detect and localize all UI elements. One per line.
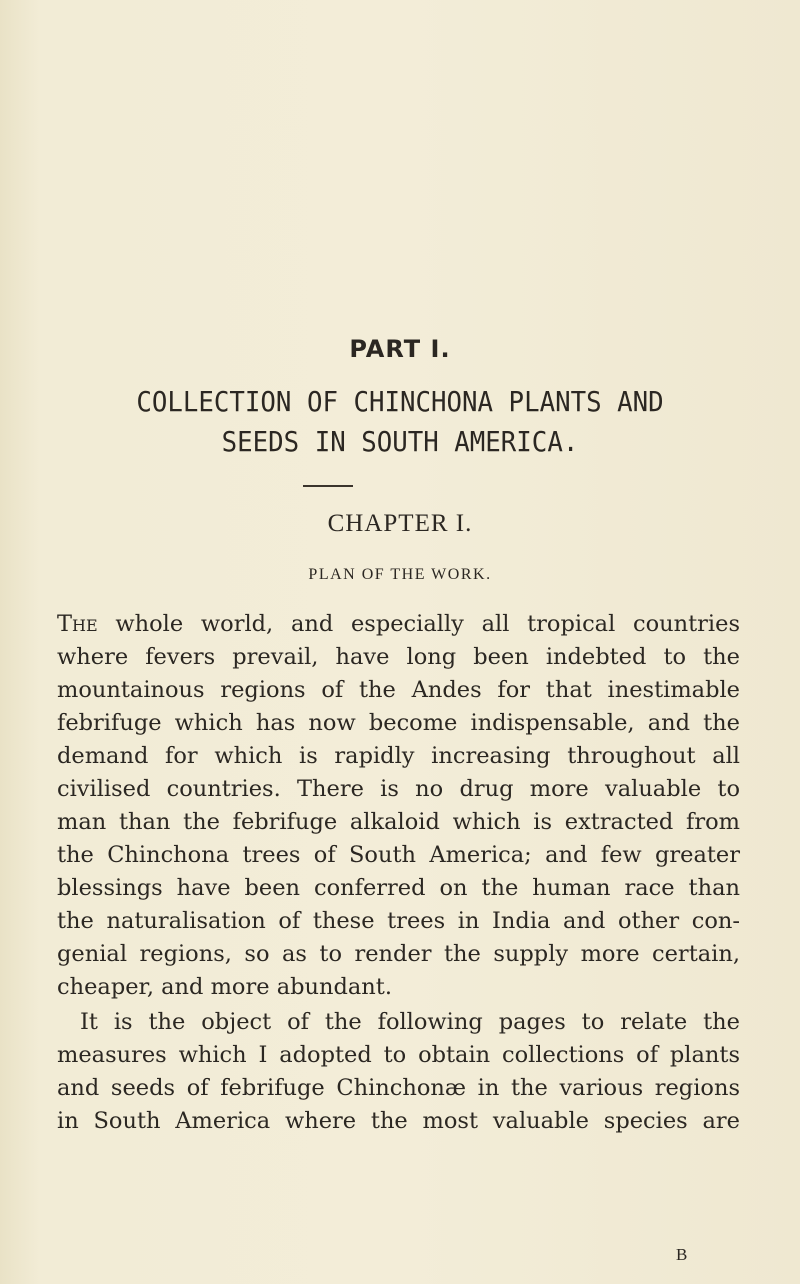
paragraph-1-line-1-text: whole world, and especially all tropical countries xyxy=(97,611,740,637)
divider-rule xyxy=(303,485,353,487)
chapter-heading: CHAPTER I. xyxy=(327,510,473,537)
paragraph-1-line-1 xyxy=(57,613,740,636)
paragraph-1-line-6: civilised countries. There is no drug more valuable to xyxy=(57,776,740,802)
part-heading: PART I. xyxy=(349,335,451,363)
paragraph-1-line-8: the Chinchona trees of South America; and few greater xyxy=(57,842,740,868)
paragraph-2-line-4: in South America where the most valuable species are xyxy=(57,1108,740,1134)
paragraph-1-line-9: blessings have been conferred on the human race than xyxy=(57,875,740,901)
paragraph-1-line-10: the naturalisation of these trees in India and other con- xyxy=(57,908,740,934)
paragraph-1-line-2: where fevers prevail, have long been indebted to the xyxy=(57,644,740,670)
title-line-2: SEEDS IN SOUTH AMERICA. xyxy=(221,425,579,458)
section-heading: PLAN OF THE WORK. xyxy=(308,566,492,583)
title-line-1: COLLECTION OF CHINCHONA PLANTS AND xyxy=(136,385,664,418)
paragraph-1-line-3: mountainous regions of the Andes for that inestimable xyxy=(57,677,740,703)
paragraph-1-lead-word: The xyxy=(57,611,98,637)
signature-mark: B xyxy=(676,1245,688,1264)
paragraph-1-line-11: genial regions, so as to render the supply more certain, xyxy=(57,941,740,967)
paragraph-2-line-2: measures which I adopted to obtain collections of plants xyxy=(57,1042,740,1068)
paragraph-1-line-7: man than the febrifuge alkaloid which is extracted from xyxy=(57,809,740,835)
paragraph-2-line-3: and seeds of febrifuge Chinchonæ in the various regions xyxy=(57,1075,740,1101)
paragraph-1-line-4: febrifuge which has now become indispensable, and the xyxy=(57,710,740,736)
paragraph-1-line-5: demand for which is rapidly increasing throughout all xyxy=(57,743,740,769)
paragraph-2-line-1: It is the object of the following pages to relate the xyxy=(80,1009,740,1035)
paragraph-1-line-12: cheaper, and more abundant. xyxy=(57,974,392,1000)
